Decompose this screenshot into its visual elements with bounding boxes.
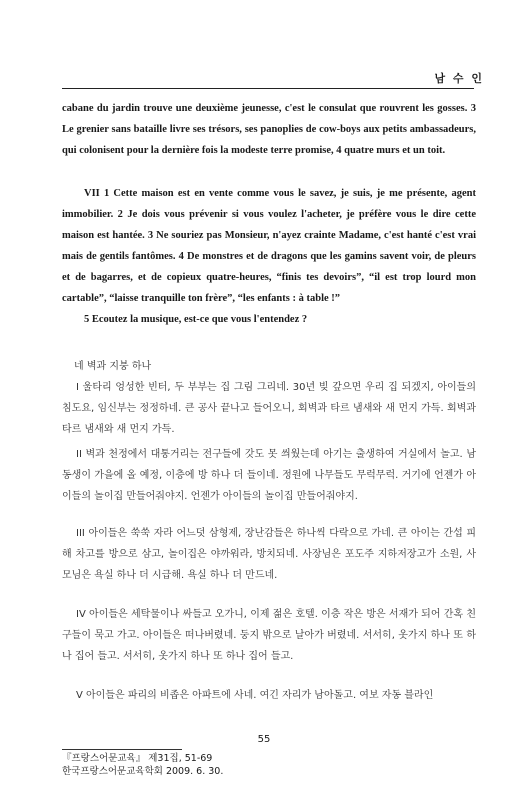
korean-section-3-block — [62, 523, 476, 586]
journal-citation: 『프랑스어문교육』 제31집, 51-69 — [62, 753, 213, 764]
korean-section-1: I 울타리 엉성한 빈터, 두 부부는 집 그림 그리네. 30년 빚 갚으면 우리 집 되겠지, 아이들의 침도요, 임신부는 정정하네. 큰 공사 끝나고 들어오니, 회벽과 타르 냄새와 새 먼지 가득. 회벽과 타르 냄새와 새 먼지 가득. — [62, 382, 476, 435]
korean-section-2: II 벽과 천정에서 대통거리는 전구들에 갓도 못 씌웠는데 아기는 출생하여 거실에서 놀고. 남동생이 가을에 올 예정, 이층에 방 하나 더 들이네. 정원에 나무들도 무럭무럭. 거기에 언젠가 아이들의 놀이집 만들어줘야지. 언젠가 아이들의 놀이집 만들어줘야지. — [62, 449, 476, 502]
korean-section-4-block — [62, 604, 476, 667]
korean-section-5-block — [62, 685, 476, 706]
running-header-author: 남 수 인 — [434, 72, 484, 85]
korean-title: 네 벽과 지붕 하나 — [74, 361, 152, 372]
korean-section-4: IV 아이들은 세탁물이나 싸들고 오가니, 이제 젊은 호텔. 이층 작은 방은 서재가 되어 간혹 친구들이 묵고 가고. 아이들은 떠나버렸네. 둥지 밖으로 날아가 버렸네. 서서히, 옷가지 하나 또 하나 집어 들고. 서서히, 옷가지 하나 또 하나 집어 들고. — [62, 609, 476, 662]
korean-section-2-block — [62, 444, 476, 507]
publisher-date: 한국프랑스어문교육학회 2009. 6. 30. — [62, 766, 224, 777]
header-divider — [62, 88, 474, 89]
page-number: 55 — [257, 734, 271, 745]
korean-section-3: III 아이들은 쑥쑥 자라 어느덧 삼형제, 장난감들은 하나씩 다락으로 가네. 큰 아이는 간섭 피해 차고를 방으로 삼고, 놀이집은 야까워라, 방치되네. 사장님은 포도주 지하저장고가 소원, 사모님은 욕실 하나 더 시급해. 욕실 하나 더 만드네. — [62, 528, 476, 581]
french-paragraph-2 — [62, 183, 476, 330]
french-paragraph-2-text: VII 1 Cette maison est en vente comme vous le savez, je suis, je me présente, agent immobilier. 2 Je dois vous prévenir si vous voulez l'acheter, je préfère vous le dire cette maison est hantée. 3 Ne souriez pas Monsieur, n'ayez crainte Madame, c'est hanté c'est vrai mais de gentils fantômes. 4 De monstres et de dragons que les gamins savent voir, de pleurs et de bagarres, et de copieux quatre-heures, “finis tes devoirs”, “il est trop lourd mon cartable”, “laisse tranquille ton frère”, “les enfants : à table !” — [62, 188, 476, 304]
french-paragraph-1 — [62, 98, 476, 161]
korean-section-5: V 아이들은 파리의 비좁은 아파트에 사네. 여긴 자리가 남아돌고. 여보 자동 블라인 — [76, 690, 434, 701]
korean-translation — [62, 356, 476, 440]
french-paragraph-1-text: cabane du jardin trouve une deuxième jeunesse, c'est le consulat que rouvrent les gosses. 3 Le grenier sans bataille livre ses trésors, ses panoplies de cow-boys aux petits ambassadeurs, qui colonisent pour la dernière fois la modeste terre promise, 4 quatre murs et un toit. — [62, 103, 476, 156]
french-paragraph-3-text: 5 Ecoutez la musique, est-ce que vous l'entendez ? — [84, 314, 308, 325]
publication-footer — [62, 752, 223, 778]
footer-divider — [62, 749, 182, 750]
